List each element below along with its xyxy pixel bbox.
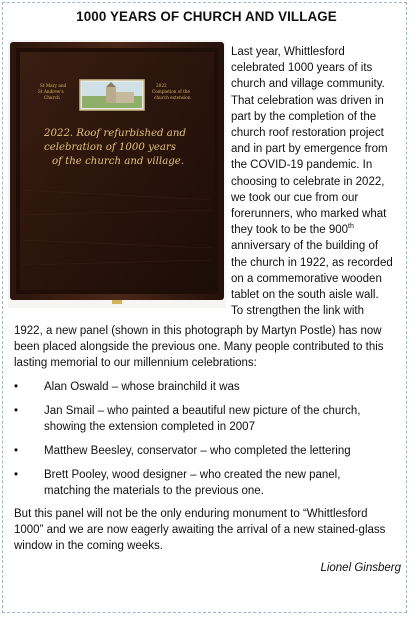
list-item [14,403,413,435]
plaque-right-text: 2022 [156,83,167,88]
intro-line: and in part by emergence from [231,143,388,156]
article-title: 1000 YEARS OF CHURCH AND VILLAGE [76,9,337,24]
bullet-marker: • [14,405,19,417]
bullet-marker: • [14,445,19,457]
intro-line: part by the completion of the [231,110,377,123]
list-item-text: showing the extension completed in 2007 [44,421,255,434]
closing-line: But this panel will not be the only enduring monument to “Whittlesford [14,508,368,520]
list-item-text: matching the materials to the previous one. [44,485,264,498]
intro-line: we took our cue from our [231,191,359,204]
intro-line: That celebration was driven in [231,94,384,107]
list-item [14,467,413,499]
panel-text-line-3: of the church and village. [52,156,185,167]
intro-line: tablet on the south aisle wall. [231,289,379,302]
closing-paragraph [14,506,406,555]
list-item-text: Matthew Beesley, conservator – who completed the lettering [44,445,351,457]
author-signature: Lionel Ginsberg [320,562,401,574]
closing-line: window in the coming weeks. [14,540,163,553]
list-item-text: Jan Smail – who painted a beautiful new picture of the church, [44,405,361,417]
svg-text:church extension: church extension [154,95,191,100]
closing-line: 1000” and we are now eagerly awaiting the arrival of a new stained-glass [14,524,386,537]
intro-line: the COVID-19 pandemic. In [231,159,373,172]
intro-line: choosing to celebrate in 2022, [231,175,385,188]
list-item [14,379,413,395]
intro-line: the church in 1922, as recorded [231,256,393,269]
panel-photo [8,40,226,308]
bullet-marker: • [14,381,19,393]
intro-line: on a commemorative wooden [231,272,382,285]
intro-line: To strengthen the link with [231,305,364,318]
intro-line: Last year, Whittlesford [231,46,345,58]
intro-paragraph-continued [14,323,406,372]
svg-text:Church: Church [44,95,60,100]
intro-paragraph [231,44,407,319]
intro-line: celebrated 1000 years of its [231,62,373,75]
panel-text-line-1: 2022. Roof refurbished and [44,128,186,139]
plaque-left-text: St Mary and [40,83,67,88]
intro-line: church roof restoration project [231,127,384,140]
panel-text-line-2: celebration of 1000 years [44,142,177,153]
body-line: been placed alongside the previous one. Many people contributed to this [14,341,384,354]
bullet-marker: • [14,469,19,481]
body-line: 1922, a new panel (shown in this photograph by Martyn Postle) has now [14,325,382,337]
list-item-text: Brett Pooley, wood designer – who created the new panel, [44,469,341,481]
svg-text:Completion of the: Completion of the [152,89,191,94]
intro-line: forerunners, who marked what [231,208,387,221]
ordinal-suffix: th [348,223,354,231]
intro-line: they took to be the 900th [231,223,354,237]
list-item-text: Alan Oswald – whose brainchild it was [44,381,240,393]
intro-line: anniversary of the building of [231,240,379,253]
body-line: lasting memorial to our millennium celebrations: [14,357,257,370]
svg-text:St Andrew's: St Andrew's [38,89,64,94]
intro-line: church and village community. [231,78,385,91]
list-item [14,443,413,459]
